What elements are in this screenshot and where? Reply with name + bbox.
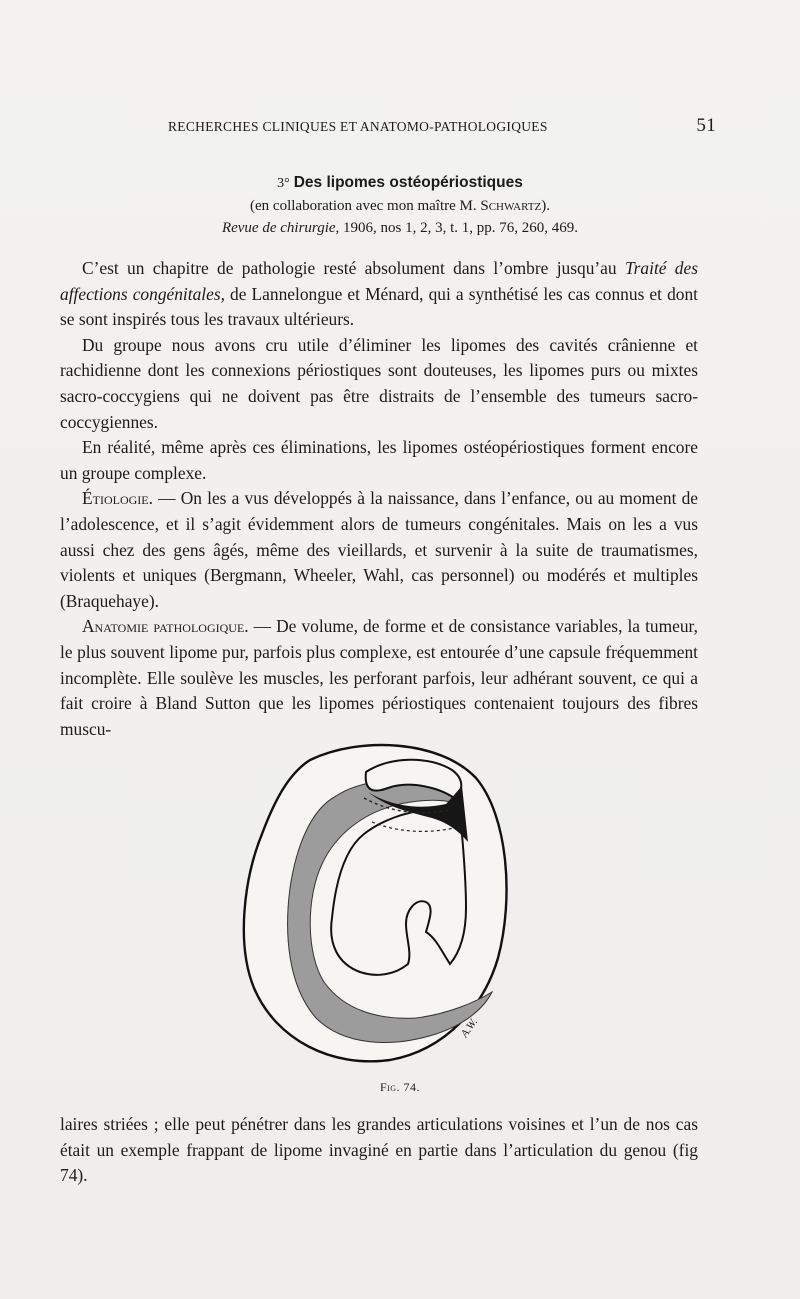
p1-text-b: de Lannelongue et Ménard, qui a synthétisé les cas connus et dont se sont inspirés tous les travaux ultérieurs. (60, 283, 698, 330)
p1-text-a: C’est un chapitre de pathologie resté absolument dans l’ombre jusqu’au (82, 258, 617, 278)
paragraph-2: Du groupe nous avons cru utile d’éliminer les lipomes des cavités crânienne et rachidienne dont les connexions périostiques sont douteuses, les lipomes purs ou mixtes sacro-coccygiens qui ne doivent pas être distraits de l’ensemble des tumeurs sacro-coccygiennes. (60, 334, 698, 432)
paragraph-1 (60, 256, 698, 333)
anatomie-label: Anatomie pathologique. (82, 616, 249, 637)
figure-74-illustration (240, 738, 512, 1070)
paragraph-3: En réalité, même après ces éliminations, les lipomes ostéopériostiques forment encore un groupe complexe. (60, 437, 698, 483)
paragraph-continued: laires striées ; elle peut pénétrer dans les grandes articulations voisines et l’un de nos cas était un exemple frappant de lipome invaginé en partie dans l’articulation du genou (fig 74). (60, 1114, 698, 1186)
collab-suffix: ). (541, 198, 550, 214)
p1-italic-title: Traité des affections congénitales, (60, 258, 698, 304)
etiologie-text: — On les a vus développés à la naissance, dans l’enfance, ou au moment de l’adolescence, et il s’agit évidemment alors de tumeurs congénitales. Mais on les a vus aussi chez des gens âgés, même des vieillards, et survenir à la suite de traumatismes, violents et uniques (Bergmann, Wheeler, Wahl, cas personnel) ou modérés et multiples (Braquehaye). (60, 488, 698, 611)
page-number: 51 (696, 115, 716, 136)
ref-details: 1906, nos 1, 2, 3, t. 1, pp. 76, 260, 469. (343, 220, 579, 236)
section-heading (0, 172, 800, 239)
running-header (168, 115, 716, 136)
etiologie-label: Étiologie. (82, 488, 153, 509)
paragraph-anatomie (60, 614, 698, 742)
journal-reference (0, 217, 800, 239)
section-number: 3° (277, 176, 290, 191)
ref-journal: Revue de chirurgie, (221, 220, 340, 236)
anatomie-text: — De volume, de forme et de consistance variables, la tumeur, le plus souvent lipome pur, parfois plus complexe, est entourée d’une capsule fréquemment incomplète. Elle soulève les muscles, les perforant parfois, leur adhérant souvent, ce qui a fait croire à Bland Sutton que les lipomes périostiques contenaient toujours des fibres muscu- (60, 616, 698, 739)
section-title: Des lipomes ostéopériostiques (293, 174, 523, 191)
illustrator-signature: A.W. (458, 1016, 481, 1040)
collaboration-note (0, 195, 800, 217)
paragraph-etiologie (60, 486, 698, 614)
body-text-continued (60, 1112, 698, 1189)
body-text (60, 256, 698, 742)
collab-name: Schwartz (480, 198, 542, 214)
figure-caption: Fig. 74. (379, 1080, 421, 1094)
running-title: RECHERCHES CLINIQUES ET ANATOMO-PATHOLOGIQUES (168, 119, 548, 134)
collab-prefix: (en collaboration avec mon maître M. (250, 198, 477, 214)
